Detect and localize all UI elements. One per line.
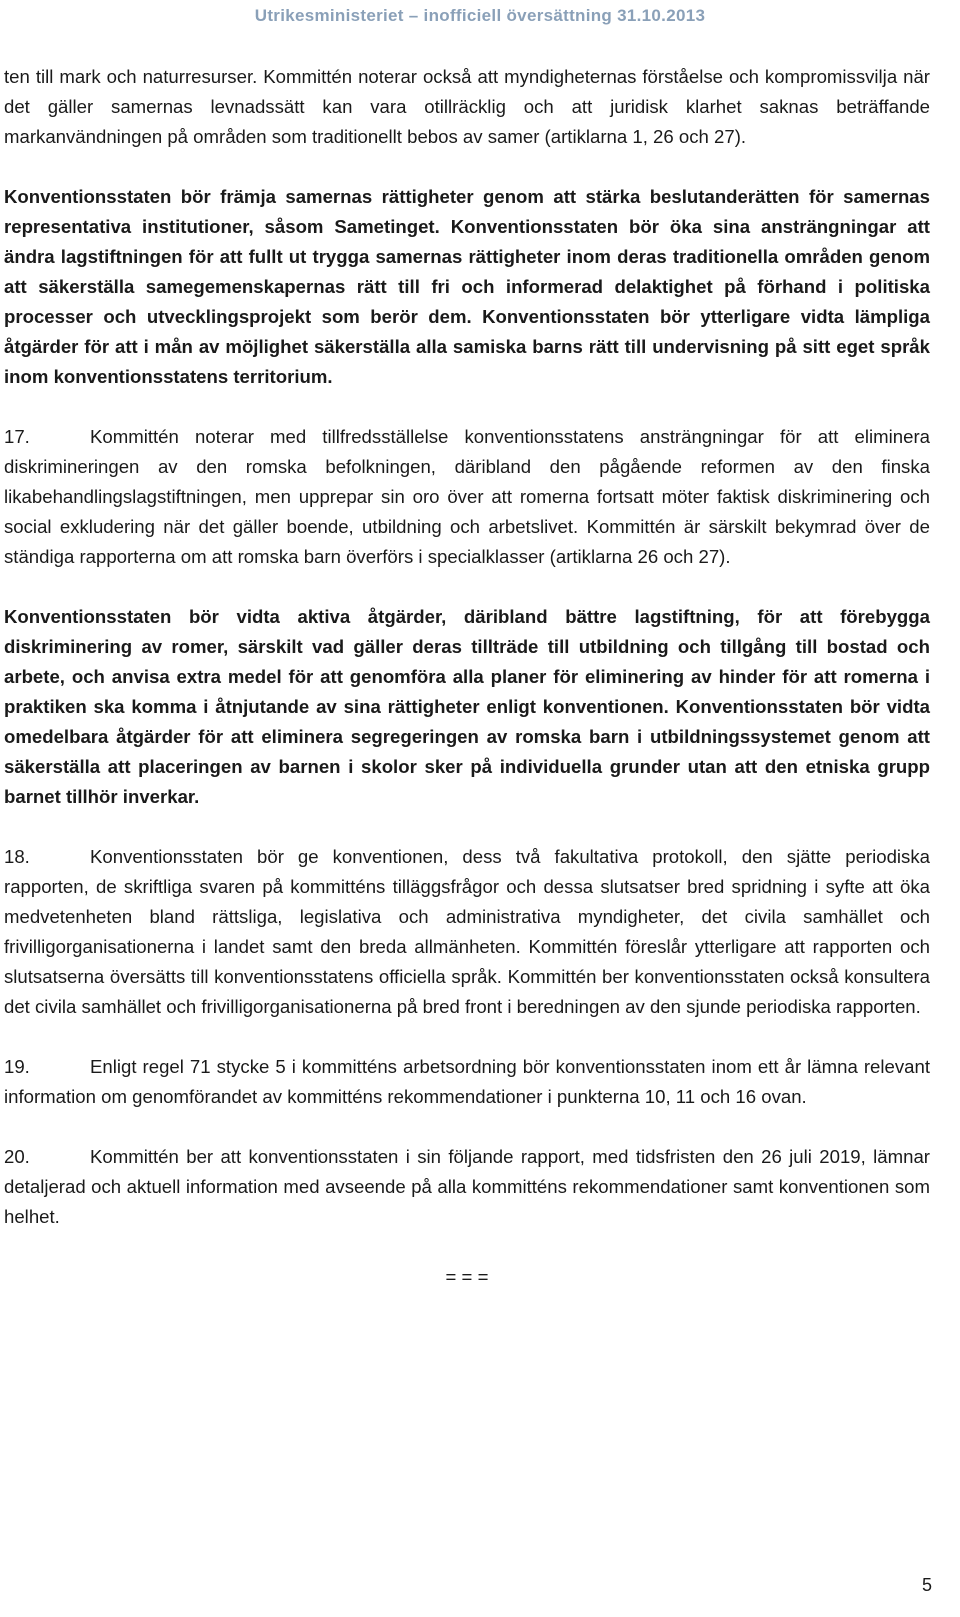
recommendation-paragraph: Konventionsstaten bör främja samernas rättigheter genom att stärka beslutanderätten för samernas representativa institutioner, såsom Sametinget. Konventionsstaten bör öka sina ansträngningar att ändra lagstiftningen för att fullt ut trygga samernas rättigheter inom deras traditionella områden genom att säkerställa samegemenskapernas rätt till fri och informerad delaktighet på förhand i politiska processer och utvecklingsprojekt som berör dem. Konventionsstaten bör ytterligare vidta lämpliga åtgärder för att i mån av möjlighet säkerställa alla samiska barns rätt till undervisning på sitt eget språk inom konventionsstatens territorium. [4, 186, 930, 387]
paragraph: ten till mark och naturresurser. Kommittén noterar också att myndigheternas förståelse och kompromissvilja när det gäller samernas levnadssätt kan vara otillräcklig och att juridisk klarhet saknas beträffande markanvändningen på områden som traditionellt bebos av samer (artiklarna 1, 26 och 27). [4, 66, 930, 147]
numbered-paragraph-19: 19. Enligt regel 71 stycke 5 i kommitténs arbetsordning bör konventionsstaten inom ett år lämna relevant information om genomförandet av kommitténs rekommendationer i punkterna 10, 11 och 16 ovan. [4, 1052, 930, 1112]
document-header: Utrikesministeriet – inofficiell översättning 31.10.2013 [254, 6, 706, 25]
page-number: 5 [921, 1575, 932, 1595]
paragraph-number: 19. [4, 1056, 30, 1077]
paragraph-number: 18. [4, 846, 30, 867]
recommendation-paragraph: Konventionsstaten bör vidta aktiva åtgärder, däribland bättre lagstiftning, för att förebygga diskriminering av romer, särskilt vad gäller deras tillträde till utbildning och tillgång till bostad och arbete, och anvisa extra medel för att genomföra alla planer för eliminering av hinder för att romerna i praktiken ska komma i åtnjutande av sina rättigheter enligt konventionen. Konventionsstaten bör vidta omedelbara åtgärder för att eliminera segregeringen av romska barn i utbildningssystemet genom att säkerställa att placeringen av barnen i skolor sker på individuella grunder utan att den etniska grupp barnet tillhör inverkar. [4, 606, 930, 807]
numbered-paragraph-18: 18. Konventionsstaten bör ge konventionen, dess två fakultativa protokoll, den sjätte periodiska rapporten, de skriftliga svaren på kommitténs tilläggsfrågor och dessa slutsatser bred spridning i syfte att öka medvetenheten bland rättsliga, legislativa och administrativa myndigheter, det civila samhället och frivilligorganisationerna i landet samt den breda allmänheten. Kommittén föreslår ytterligare att rapporten och slutsatserna översätts till konventionsstatens officiella språk. Kommittén ber konventionsstaten också konsultera det civila samhället och frivilligorganisationerna på bred front i beredningen av den sjunde periodiska rapporten. [4, 842, 930, 1022]
end-marker: = = = [445, 1266, 489, 1287]
document-body [4, 62, 930, 1292]
numbered-paragraph-17: 17. Kommittén noterar med tillfredsställelse konventionsstatens ansträngningar för att eliminera diskrimineringen av den romska befolkningen, däribland den pågående reformen av den finska likabehandlingslagstiftningen, men upprepar sin oro över att romerna fortsatt möter faktisk diskriminering och social exkludering när det gäller boende, utbildning och arbetslivet. Kommittén är särskilt bekymrad över de ständiga rapporterna om att romska barn överförs i specialklasser (artiklarna 26 och 27). [4, 422, 930, 572]
numbered-paragraph-20: 20. Kommittén ber att konventionsstaten i sin följande rapport, med tidsfristen den 26 juli 2019, lämnar detaljerad och aktuell information med avseende på alla kommitténs rekommendationer samt konventionen som helhet. [4, 1142, 930, 1232]
paragraph-number: 17. [4, 426, 30, 447]
paragraph-number: 20. [4, 1146, 30, 1167]
